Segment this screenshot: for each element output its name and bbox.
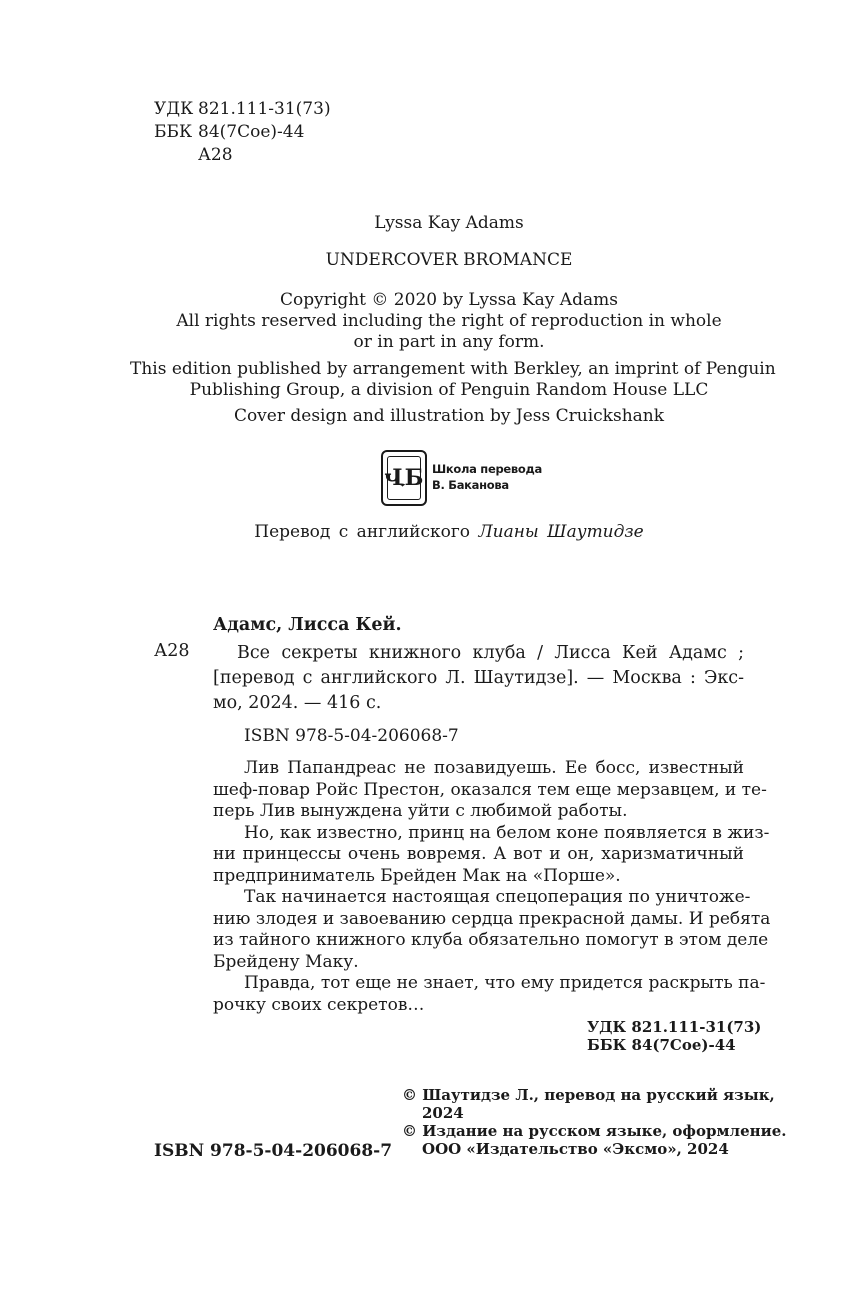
annotation-line: Но, как известно, принц на белом коне появляется в жиз- — [244, 822, 770, 843]
annotation-line: Брейдену Маку. — [213, 951, 359, 972]
logo-line-1: Школа перевода — [432, 462, 542, 476]
bibliographic-description — [213, 641, 744, 716]
annotation-line: ни принцессы очень вовремя. А вот и он, харизматичный — [213, 844, 744, 864]
footer-udk: УДК 821.111-31(73) — [587, 1018, 762, 1036]
copyright-translation-year: 2024 — [422, 1104, 464, 1122]
copyright-edition: © Издание на русском языке, оформление. — [402, 1122, 787, 1140]
copyright-publisher: ООО «Издательство «Эксмо», 2024 — [422, 1140, 729, 1158]
footer-isbn: ISBN 978-5-04-206068-7 — [154, 1141, 393, 1161]
edition-notice — [130, 359, 776, 401]
annotation-line: нию злодея и завоеванию сердца прекрасной дамы. И ребята — [213, 908, 771, 929]
annotation-line: перь Лив вынуждена уйти с любимой работы. — [213, 801, 628, 821]
annotation-line: из тайного книжного клуба обязательно помогут в этом деле — [213, 930, 769, 950]
annotation-line: предприниматель Брейден Мак на «Порше». — [213, 865, 621, 886]
biblio-line: [перевод с английского Л. Шаутидзе]. — Москва : Экс- — [213, 668, 744, 688]
logo-line-2: В. Баканова — [432, 478, 509, 492]
original-title: UNDERCOVER BROMANCE — [325, 250, 573, 270]
annotation-line: рочку своих секретов… — [213, 994, 425, 1015]
udk-value: 821.111-31(73) — [198, 99, 331, 119]
biblio-line: мо, 2024. — 416 с. — [213, 693, 382, 713]
footer-bbk: ББК 84(7Сое)-44 — [587, 1036, 736, 1054]
original-author: Lyssa Kay Adams — [374, 213, 524, 233]
footer-classification — [587, 1018, 761, 1054]
author-mark: А28 — [198, 145, 233, 165]
catalog-isbn: ISBN 978-5-04-206068-7 — [244, 726, 459, 746]
annotation — [213, 758, 771, 1016]
edition-line: This edition published by arrangement with Berkley, an imprint of Penguin — [130, 359, 776, 379]
translation-school-logo — [381, 450, 542, 508]
translation-prefix: Перевод с английского — [254, 522, 471, 542]
cover-credit: Cover design and illustration by Jess Cruickshank — [233, 406, 665, 426]
annotation-line: Так начинается настоящая спецоперация по уничтоже- — [244, 887, 751, 907]
annotation-line: Лив Папандреас не позавидуешь. Ее босс, известный — [244, 758, 744, 778]
translation-credit — [130, 522, 768, 542]
udk-label: УДК — [154, 99, 194, 119]
annotation-line: Правда, тот еще не знает, что ему придется раскрыть па- — [244, 973, 766, 993]
translator-name: Лианы Шаутидзе — [478, 522, 644, 542]
classification-codes — [154, 98, 331, 167]
biblio-line: Все секреты книжного клуба / Лисса Кей Адамс ; — [237, 643, 744, 663]
bbk-value: 84(7Сое)-44 — [198, 122, 305, 142]
copyright-line: or in part in any form. — [353, 332, 545, 352]
copyright-line: Copyright © 2020 by Lyssa Kay Adams — [280, 290, 618, 310]
copyright-notice — [130, 290, 768, 353]
annotation-line: шеф-повар Ройс Престон, оказался тем еще мерзавцем, и те- — [213, 779, 767, 800]
copyright-line: All rights reserved including the right of reproduction in whole — [176, 311, 722, 331]
bbk-label: ББК — [154, 122, 193, 142]
copyright-translation: © Шаутидзе Л., перевод на русский язык, — [402, 1086, 775, 1104]
logo-emblem — [381, 450, 427, 506]
edition-line: Publishing Group, a division of Penguin Random House LLC — [189, 380, 709, 400]
catalog-author-heading: Адамс, Лисса Кей. — [213, 615, 402, 635]
logo-mark: ՎБ — [387, 456, 421, 500]
logo-caption — [432, 461, 542, 493]
copyright-block — [402, 1086, 786, 1158]
catalog-mark: А28 — [154, 641, 190, 661]
